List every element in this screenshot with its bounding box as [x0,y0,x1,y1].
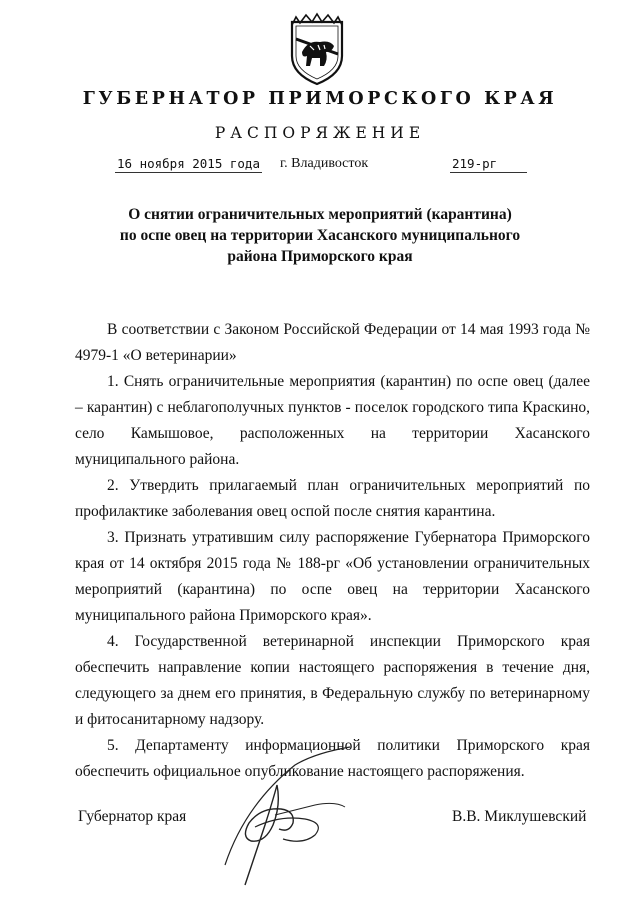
paragraph-preamble: В соответствии с Законом Российской Федерации от 14 мая 1993 года № 4979-1 «О ветеринарии» [75,321,590,364]
subject-line-2: по оспе овец на территории Хасанского муниципального [119,227,521,244]
paragraph-item-2: 2. Утвердить прилагаемый план ограничительных мероприятий по профилактике заболевания овец оспой после снятия карантина. [75,477,590,520]
organization-title: ГУБЕРНАТОР ПРИМОРСКОГО КРАЯ [82,89,558,109]
paragraph-item-4: 4. Государственной ветеринарной инспекции Приморского края обеспечить направление копии настоящего распоряжения в течение дня, следующего за днем его принятия, в Федеральную службу по ветеринарному и фитосанитарному надзору. [75,633,590,728]
document-date [115,156,262,173]
date-value: 16 ноября 2015 года [117,156,260,171]
subject-line-1: О снятии ограничительных мероприятий (карантина) [128,206,512,223]
document-type-title: РАСПОРЯЖЕНИЕ [214,124,426,142]
document-number [450,156,527,173]
handwritten-signature [185,745,365,895]
paragraph-item-5: 5. Департаменту информационной политики Приморского края обеспечить официальное опубликование настоящего распоряжения. [75,737,590,780]
document-city: г. Владивосток [280,156,369,171]
signatory-name: В.В. Миклушевский [452,808,587,825]
document-body [75,317,590,785]
coat-of-arms-emblem [282,12,352,86]
paragraph-item-1: 1. Снять ограничительные мероприятия (карантин) по оспе овец (далее – карантин) с неблагополучных пунктов - поселок городского типа Краскино, село Камышовое, расположенных на территории Хасанского муниципального района. [75,373,590,468]
paragraph-item-3: 3. Признать утратившим силу распоряжение Губернатора Приморского края от 14 октября 2015 года № 188-рг «Об установлении ограничительных мероприятий (карантина) по оспе овец на территории Хасанского муниципального района Приморского края». [75,529,590,624]
document-subject [110,204,530,267]
number-value: 219-рг [450,156,527,173]
subject-line-3: района Приморского края [227,248,413,265]
signatory-position: Губернатор края [78,808,187,825]
